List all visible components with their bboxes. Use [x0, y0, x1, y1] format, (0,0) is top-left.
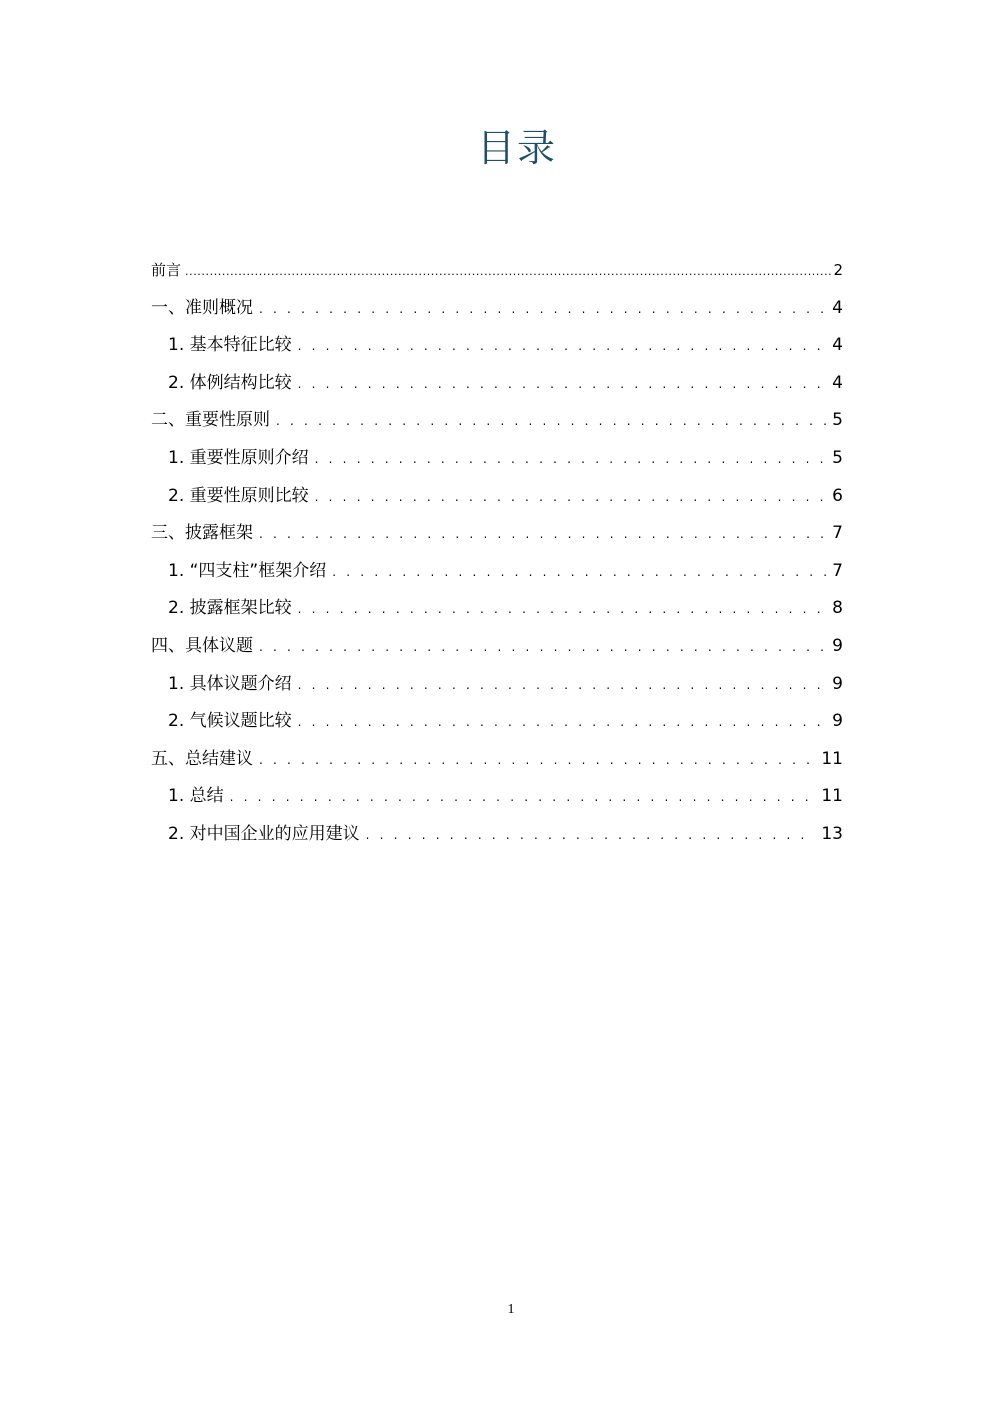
toc-entry-label: 三、披露框架: [151, 523, 253, 544]
toc-entry-section-3-1[interactable]: [151, 553, 843, 591]
toc-entry-label: 2. 对中国企业的应用建议: [168, 823, 360, 844]
toc-entry-label: 1. 总结: [168, 786, 224, 807]
toc-entry-page: 11: [821, 748, 843, 769]
toc-dot-leader: [315, 479, 827, 517]
toc-entry-page: 4: [832, 335, 843, 356]
toc-entry-page: 9: [832, 673, 843, 694]
toc-entry-label: 1. 重要性原则介绍: [168, 447, 309, 468]
toc-entry-page: 8: [832, 598, 843, 619]
toc-entry-page: 7: [832, 560, 843, 581]
toc-entry-label: 1. 基本特征比较: [168, 335, 292, 356]
toc-entry-section-1-2[interactable]: [151, 365, 843, 403]
toc-entry-page: 11: [821, 786, 843, 807]
toc-dot-leader: [298, 704, 827, 742]
toc-entry-label: 五、总结建议: [151, 748, 253, 769]
toc-dot-leader: [298, 328, 827, 366]
toc-entry-section-5-2[interactable]: [151, 816, 843, 854]
toc-dot-leader: [230, 779, 816, 817]
toc-entry-page: 9: [832, 711, 843, 732]
page-title: 目录: [476, 126, 557, 170]
toc-entry-page: 13: [821, 823, 843, 844]
toc-dot-leader: [185, 253, 831, 291]
table-of-contents: [151, 252, 843, 854]
toc-entry-label: 前言: [151, 261, 182, 279]
toc-dot-leader: [259, 516, 826, 554]
toc-entry-section-4-1[interactable]: [151, 666, 843, 704]
toc-entry-section-2-2[interactable]: [151, 478, 843, 516]
toc-entry-page: 9: [832, 635, 843, 656]
toc-entry-section-4[interactable]: [151, 628, 843, 666]
toc-dot-leader: [315, 441, 827, 479]
toc-entry-preface[interactable]: [151, 252, 843, 290]
toc-dot-leader: [259, 291, 826, 329]
toc-entry-page: 7: [832, 523, 843, 544]
toc-entry-section-2-1[interactable]: [151, 440, 843, 478]
toc-dot-leader: [276, 403, 826, 441]
toc-entry-section-3-2[interactable]: [151, 590, 843, 628]
toc-entry-section-1-1[interactable]: [151, 327, 843, 365]
footer-page-number: 1: [507, 1302, 515, 1317]
toc-entry-label: 四、具体议题: [151, 635, 253, 656]
toc-entry-section-5[interactable]: [151, 741, 843, 779]
toc-entry-section-3[interactable]: [151, 515, 843, 553]
toc-dot-leader: [298, 667, 827, 705]
toc-entry-label: 2. 重要性原则比较: [168, 485, 309, 506]
toc-entry-section-4-2[interactable]: [151, 703, 843, 741]
toc-entry-section-2[interactable]: [151, 402, 843, 440]
toc-entry-label: 2. 披露框架比较: [168, 598, 292, 619]
toc-entry-label: 2. 体例结构比较: [168, 372, 292, 393]
toc-entry-page: 5: [832, 410, 843, 431]
toc-dot-leader: [332, 554, 826, 592]
toc-entry-page: 5: [832, 447, 843, 468]
toc-dot-leader: [366, 817, 816, 855]
toc-entry-section-5-1[interactable]: [151, 778, 843, 816]
toc-entry-label: 1. “四支柱”框架介绍: [168, 560, 327, 581]
toc-dot-leader: [259, 629, 826, 667]
toc-entry-page: 4: [832, 297, 843, 318]
toc-entry-page: 4: [832, 372, 843, 393]
toc-entry-page: 6: [832, 485, 843, 506]
toc-entry-label: 2. 气候议题比较: [168, 711, 292, 732]
toc-entry-label: 二、重要性原则: [151, 410, 270, 431]
toc-entry-page: 2: [833, 261, 843, 279]
toc-dot-leader: [298, 591, 827, 629]
toc-dot-leader: [298, 366, 827, 404]
toc-dot-leader: [259, 742, 815, 780]
toc-entry-label: 1. 具体议题介绍: [168, 673, 292, 694]
toc-entry-label: 一、准则概况: [151, 297, 253, 318]
toc-entry-section-1[interactable]: [151, 290, 843, 328]
